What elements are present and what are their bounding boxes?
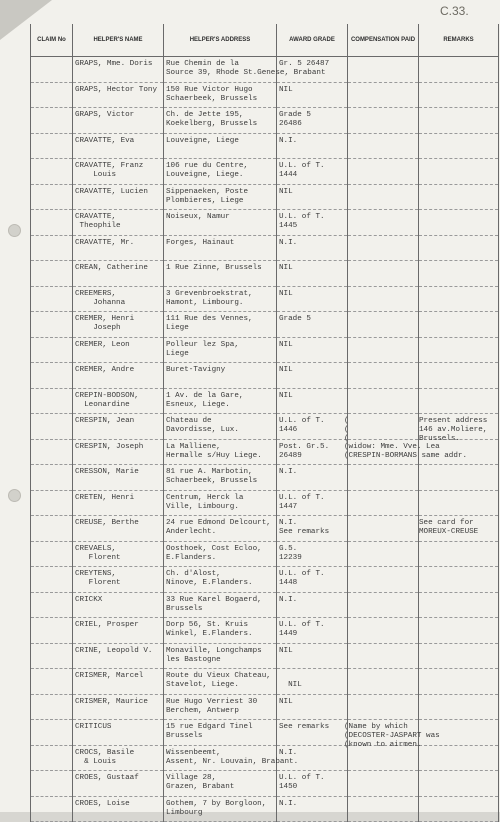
award-cell: U.L. of T. 1446: [277, 414, 348, 440]
claim-cell: [31, 57, 73, 83]
claim-cell: [31, 210, 73, 236]
claim-cell: [31, 388, 73, 414]
claim-cell: [31, 286, 73, 312]
helpers-table: [30, 24, 499, 822]
claim-cell: [31, 541, 73, 567]
compensation-cell: [348, 337, 419, 363]
table-row: [31, 388, 499, 414]
award-cell: U.L. of T. 1449: [277, 618, 348, 644]
claim-cell: [31, 643, 73, 669]
award-cell: G.5. 12239: [277, 541, 348, 567]
remarks-cell: [419, 771, 499, 797]
claim-cell: [31, 82, 73, 108]
punch-hole: [8, 224, 21, 237]
remarks-cell: [419, 184, 499, 210]
claim-header: CLAIM No: [31, 24, 73, 57]
table-row: [31, 312, 499, 338]
table-row: [31, 618, 499, 644]
remarks-cell: [419, 516, 499, 542]
remarks-cell: [419, 235, 499, 261]
award-cell: N.I.: [277, 796, 348, 822]
award-cell: NIL: [277, 363, 348, 389]
remarks-cell-text: See card for MOREUX-CREUSE: [419, 519, 479, 536]
remarks-cell: [419, 669, 499, 695]
address-cell: Louveigne, Liege: [164, 133, 277, 159]
remarks-cell: [419, 286, 499, 312]
compensation-cell: [348, 771, 419, 797]
address-cell: Polleur lez Spa, Liege: [164, 337, 277, 363]
table-row: [31, 771, 499, 797]
table-row: [31, 159, 499, 185]
address-cell: Monaville, Longchamps les Bastogne: [164, 643, 277, 669]
table-row: [31, 720, 499, 746]
name-cell: CROES, Loise: [73, 796, 164, 822]
compensation-cell: [348, 592, 419, 618]
compensation-cell: [348, 745, 419, 771]
table-row: [31, 133, 499, 159]
award-cell: N.I.: [277, 133, 348, 159]
remarks-cell: [419, 592, 499, 618]
award-cell: U.L. of T. 1447: [277, 490, 348, 516]
address-cell: Centrum, Herck la Ville, Limbourg.: [164, 490, 277, 516]
remarks-cell: [419, 337, 499, 363]
address-cell: 1 Av. de la Gare, Esneux, Liege.: [164, 388, 277, 414]
claim-cell: [31, 490, 73, 516]
compensation-cell: [348, 210, 419, 236]
address-cell: Wissenbeemt, Assent, Nr. Louvain, Brabant.: [164, 745, 277, 771]
name-cell: CRAVATTE, Franz Louis: [73, 159, 164, 185]
name-cell: CREYTENS, Florent: [73, 567, 164, 593]
page-reference: C.33.: [440, 4, 469, 18]
address-cell: Dorp 56, St. Kruis Winkel, E.Flanders.: [164, 618, 277, 644]
award-header: AWARD GRADE: [277, 24, 348, 57]
claim-cell: [31, 720, 73, 746]
compensation-cell: [348, 694, 419, 720]
address-cell: Rue Hugo Verriest 30 Berchem, Antwerp: [164, 694, 277, 720]
remarks-cell: [419, 618, 499, 644]
table-row: [31, 414, 499, 440]
address-cell: 106 rue du Centre, Louveigne, Liege.: [164, 159, 277, 185]
claim-cell: [31, 567, 73, 593]
compensation-cell: [344, 439, 468, 465]
compensation-cell: [348, 363, 419, 389]
remarks-cell: [419, 82, 499, 108]
name-cell: CREMER, Leon: [73, 337, 164, 363]
name-cell: CRISMER, Maurice: [73, 694, 164, 720]
award-cell: NIL: [277, 694, 348, 720]
name-cell: CRESSON, Marie: [73, 465, 164, 491]
remarks-cell-text: Present address 146 av.Moliere, Brussels.: [419, 417, 488, 443]
award-cell: Grade 5: [277, 312, 348, 338]
name-cell: CRAVATTE, Lucien: [73, 184, 164, 210]
remarks-cell: [419, 108, 499, 134]
claim-cell: [31, 108, 73, 134]
name-cell: GRAPS, Victor: [73, 108, 164, 134]
compensation-cell: [348, 82, 419, 108]
table-row: [31, 694, 499, 720]
address-cell: 111 Rue des Vennes, Liege: [164, 312, 277, 338]
table-row: [31, 643, 499, 669]
compensation-cell: [348, 516, 419, 542]
award-cell: NIL: [277, 337, 348, 363]
name-cell: CREAN, Catherine: [73, 261, 164, 287]
award-cell: N.I.: [277, 235, 348, 261]
claim-cell: [31, 465, 73, 491]
remarks-cell: [419, 745, 499, 771]
address-header: HELPER'S ADDRESS: [164, 24, 277, 57]
compensation-header: COMPENSATION PAID: [348, 24, 419, 57]
compensation-cell: [348, 490, 419, 516]
name-cell: CREEMERS, Johanna: [73, 286, 164, 312]
remarks-cell: [419, 363, 499, 389]
address-cell: Buret-Tavigny: [164, 363, 277, 389]
compensation-cell-text: (Name by which (DECOSTER-JASPART was (known to airmen.: [344, 723, 440, 749]
claim-cell: [31, 363, 73, 389]
table-row: [31, 567, 499, 593]
address-cell: 3 Grevenbroekstrat, Hamont, Limbourg.: [164, 286, 277, 312]
name-cell: CRAVATTE, Eva: [73, 133, 164, 159]
remarks-cell: [419, 414, 499, 443]
claim-cell: [31, 159, 73, 185]
compensation-cell: [348, 669, 419, 695]
table-row: [31, 592, 499, 618]
table-row: [31, 745, 499, 771]
claim-cell: [31, 796, 73, 822]
award-cell: U.L. of T. 1448: [277, 567, 348, 593]
award-cell: NIL: [277, 82, 348, 108]
award-cell: NIL: [277, 643, 348, 669]
compensation-cell: [344, 414, 419, 443]
compensation-cell: [348, 184, 419, 210]
name-cell: CREUSE, Berthe: [73, 516, 164, 542]
name-cell: CRESPIN, Joseph: [73, 439, 164, 465]
name-cell: CROCS, Basile & Louis: [73, 745, 164, 771]
table-row: [31, 184, 499, 210]
claim-cell: [31, 184, 73, 210]
table-row: [31, 108, 499, 134]
compensation-cell: [348, 235, 419, 261]
name-cell: CRAVATTE, Mr.: [73, 235, 164, 261]
table-row: [31, 363, 499, 389]
remarks-cell: [419, 490, 499, 516]
award-cell: U.L. of T. 1450: [277, 771, 348, 797]
table-row: [31, 541, 499, 567]
remarks-cell: [419, 720, 499, 746]
remarks-cell: [419, 312, 499, 338]
name-cell: CRIEL, Prosper: [73, 618, 164, 644]
compensation-cell: [348, 796, 419, 822]
name-cell: CRINE, Leopold V.: [73, 643, 164, 669]
remarks-cell: [419, 465, 499, 491]
compensation-cell: [348, 567, 419, 593]
table-row: [31, 261, 499, 287]
award-cell: N.I.: [277, 465, 348, 491]
remarks-cell: [419, 388, 499, 414]
address-cell: 15 rue Edgard Tinel Brussels: [164, 720, 277, 746]
table-row: [31, 57, 499, 83]
remarks-cell: [419, 567, 499, 593]
address-cell: Chateau de Davordisse, Lux.: [164, 414, 277, 440]
table-row: [31, 210, 499, 236]
compensation-cell: [348, 312, 419, 338]
claim-cell: [31, 235, 73, 261]
name-cell: GRAPS, Hector Tony: [73, 82, 164, 108]
compensation-cell-text: (widow: Mme. Vve. Lea (CRESPIN-BORMANS same addr.: [344, 442, 468, 460]
claim-cell: [31, 745, 73, 771]
remarks-cell: [419, 133, 499, 159]
address-cell: Ch. de Jette 195, Koekelberg, Brussels: [164, 108, 277, 134]
address-cell: 150 Rue Victor Hugo Schaerbeek, Brussels: [164, 82, 277, 108]
compensation-cell: [348, 261, 419, 287]
claim-cell: [31, 771, 73, 797]
table-row: [31, 516, 499, 542]
address-cell: 33 Rue Karel Bogaerd, Brussels: [164, 592, 277, 618]
award-cell: NIL: [277, 184, 348, 210]
remarks-cell: [419, 210, 499, 236]
award-cell: NIL: [277, 388, 348, 414]
award-cell: N.I.: [277, 745, 348, 771]
table-row: [31, 235, 499, 261]
address-cell: La Malliene, Hermalle s/Huy Liege.: [164, 439, 277, 465]
remarks-cell: [419, 796, 499, 822]
award-cell: N.I. See remarks: [277, 516, 348, 542]
table-row: [31, 286, 499, 312]
claim-cell: [31, 312, 73, 338]
remarks-header: REMARKS: [419, 24, 499, 57]
table-row: [31, 490, 499, 516]
name-cell: CRISMER, Marcel: [73, 669, 164, 695]
compensation-cell-text: ( ( (: [344, 417, 349, 443]
compensation-cell: [348, 643, 419, 669]
award-cell: NIL: [277, 286, 348, 312]
address-cell: Forges, Hainaut: [164, 235, 277, 261]
table-row: [31, 82, 499, 108]
claim-cell: [31, 516, 73, 542]
remarks-cell: [419, 159, 499, 185]
address-cell: Noiseux, Namur: [164, 210, 277, 236]
remarks-cell: [419, 439, 499, 465]
address-cell: 1 Rue Zinne, Brussels: [164, 261, 277, 287]
compensation-cell: [348, 133, 419, 159]
compensation-cell: [348, 159, 419, 185]
table-row: [31, 439, 499, 465]
compensation-cell: [348, 57, 419, 83]
remarks-cell: [419, 694, 499, 720]
compensation-cell: [348, 388, 419, 414]
name-cell: CRITICUS: [73, 720, 164, 746]
claim-cell: [31, 261, 73, 287]
remarks-cell: [419, 541, 499, 567]
name-cell: CREMER, Henri Joseph: [73, 312, 164, 338]
address-cell: Route du Vieux Chateau, Stavelot, Liege.: [164, 669, 277, 695]
award-cell: Post. Gr.5. 26489: [277, 439, 348, 465]
remarks-cell: [419, 57, 499, 83]
name-cell: CRESPIN, Jean: [73, 414, 164, 440]
claim-cell: [31, 618, 73, 644]
compensation-cell: [348, 465, 419, 491]
address-cell: 81 rue A. Marbotin, Schaerbeek, Brussels: [164, 465, 277, 491]
claim-cell: [31, 439, 73, 465]
award-cell: NIL: [277, 261, 348, 287]
name-cell: CROES, Gustaaf: [73, 771, 164, 797]
claim-cell: [31, 669, 73, 695]
claim-cell: [31, 694, 73, 720]
claim-cell: [31, 414, 73, 440]
award-cell: N.I.: [277, 592, 348, 618]
name-cell: CRAVATTE, Theophile: [73, 210, 164, 236]
claim-cell: [31, 592, 73, 618]
remarks-cell: [419, 261, 499, 287]
compensation-cell: [348, 108, 419, 134]
address-cell: Rue Chemin de la Source 39, Rhode St.Genese, Brabant: [164, 57, 277, 83]
compensation-cell: [348, 541, 419, 567]
compensation-cell: [348, 286, 419, 312]
name-cell: CRETEN, Henri: [73, 490, 164, 516]
award-cell: Gr. 5 26487: [277, 57, 348, 83]
punch-hole: [8, 489, 21, 502]
table-row: [31, 337, 499, 363]
address-cell: Oosthoek, Cost Ecloo, E.Flanders.: [164, 541, 277, 567]
compensation-cell: [344, 720, 440, 749]
award-cell: NIL: [277, 669, 348, 695]
name-cell: GRAPS, Mme. Doris: [73, 57, 164, 83]
address-cell: Village 28, Grazen, Brabant: [164, 771, 277, 797]
award-cell: U.L. of T. 1444: [277, 159, 348, 185]
name-cell: CRICKX: [73, 592, 164, 618]
claim-cell: [31, 337, 73, 363]
award-cell: U.L. of T. 1445: [277, 210, 348, 236]
remarks-cell: [419, 643, 499, 669]
name-header: HELPER'S NAME: [73, 24, 164, 57]
address-cell: Ch. d'Alost, Ninove, E.Flanders.: [164, 567, 277, 593]
address-cell: Gothem, 7 by Borgloon, Limbourg: [164, 796, 277, 822]
name-cell: CREMER, Andre: [73, 363, 164, 389]
compensation-cell: [348, 618, 419, 644]
table-row: [31, 796, 499, 822]
name-cell: CREVAELS, Florent: [73, 541, 164, 567]
award-cell: See remarks: [277, 720, 348, 746]
name-cell: CREPIN-BODSON, Leonardine: [73, 388, 164, 414]
table-row: [31, 669, 499, 695]
table-row: [31, 465, 499, 491]
award-cell: Grade 5 26486: [277, 108, 348, 134]
address-cell: Sippenaeken, Poste Plombieres, Liege: [164, 184, 277, 210]
address-cell: 24 rue Edmond Delcourt, Anderlecht.: [164, 516, 277, 542]
claim-cell: [31, 133, 73, 159]
